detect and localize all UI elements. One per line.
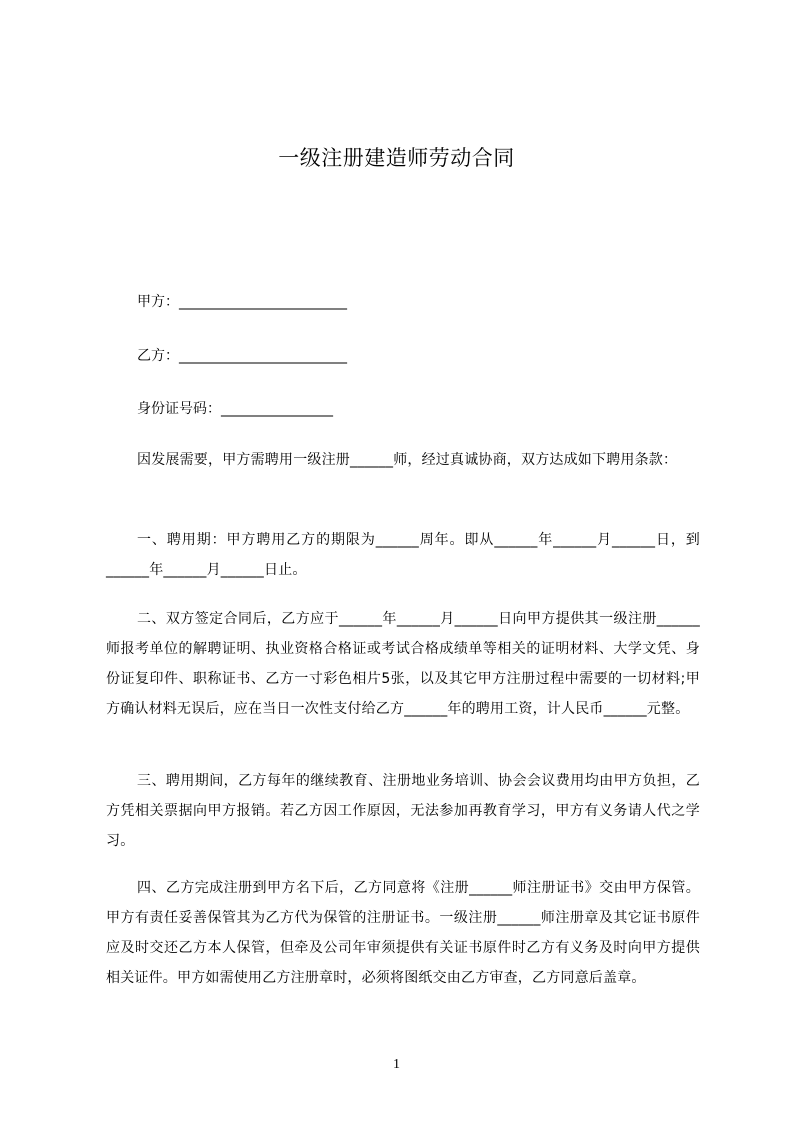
- party-b-field: 乙方：________________________: [137, 348, 347, 364]
- clause-1-term: 一、聘用期：甲方聘用乙方的期限为______周年。即从______年______月______日，到______年______月______日止。: [106, 532, 700, 578]
- clause-4-certificate: 四、乙方完成注册到甲方名下后，乙方同意将《注册______师注册证书》交由甲方保管。甲方有责任妥善保管其为乙方代为保管的注册证书。一级注册______师注册章及其它证书原件应及时交还乙方本人保管，但牵及公司年审须提供有关证书原件时乙方有义务及时向甲方提供相关证件。甲方如需使用乙方注册章时，必须将图纸交由乙方审查，乙方同意后盖章。: [106, 880, 700, 986]
- document-title: 一级注册建造师劳动合同: [278, 146, 515, 170]
- page-number: 1: [393, 1057, 400, 1072]
- clause-3-education: 三、聘用期间，乙方每年的继续教育、注册地业务培训、协会会议费用均由甲方负担，乙方凭相关票据向甲方报销。若乙方因工作原因，无法参加再教育学习，甲方有义务请人代之学习。: [106, 773, 700, 849]
- party-a-field: 甲方：________________________: [137, 294, 347, 310]
- id-number-field: 身份证号码：________________: [137, 401, 333, 417]
- intro-paragraph: 因发展需要，甲方需聘用一级注册______师，经过真诚协商，双方达成如下聘用条款：: [137, 452, 678, 468]
- clause-2-documents: 二、双方签定合同后，乙方应于______年______月______日向甲方提供其一级注册______师报考单位的解聘证明、执业资格合格证或考试合格成绩单等相关的证明材料、大学文凭、身份证复印件、职称证书、乙方一寸彩色相片5张，以及其它甲方注册过程中需要的一切材料;甲方确认材料无误后，应在当日一次性支付给乙方______年的聘用工资，计人民币______元整。: [106, 611, 700, 717]
